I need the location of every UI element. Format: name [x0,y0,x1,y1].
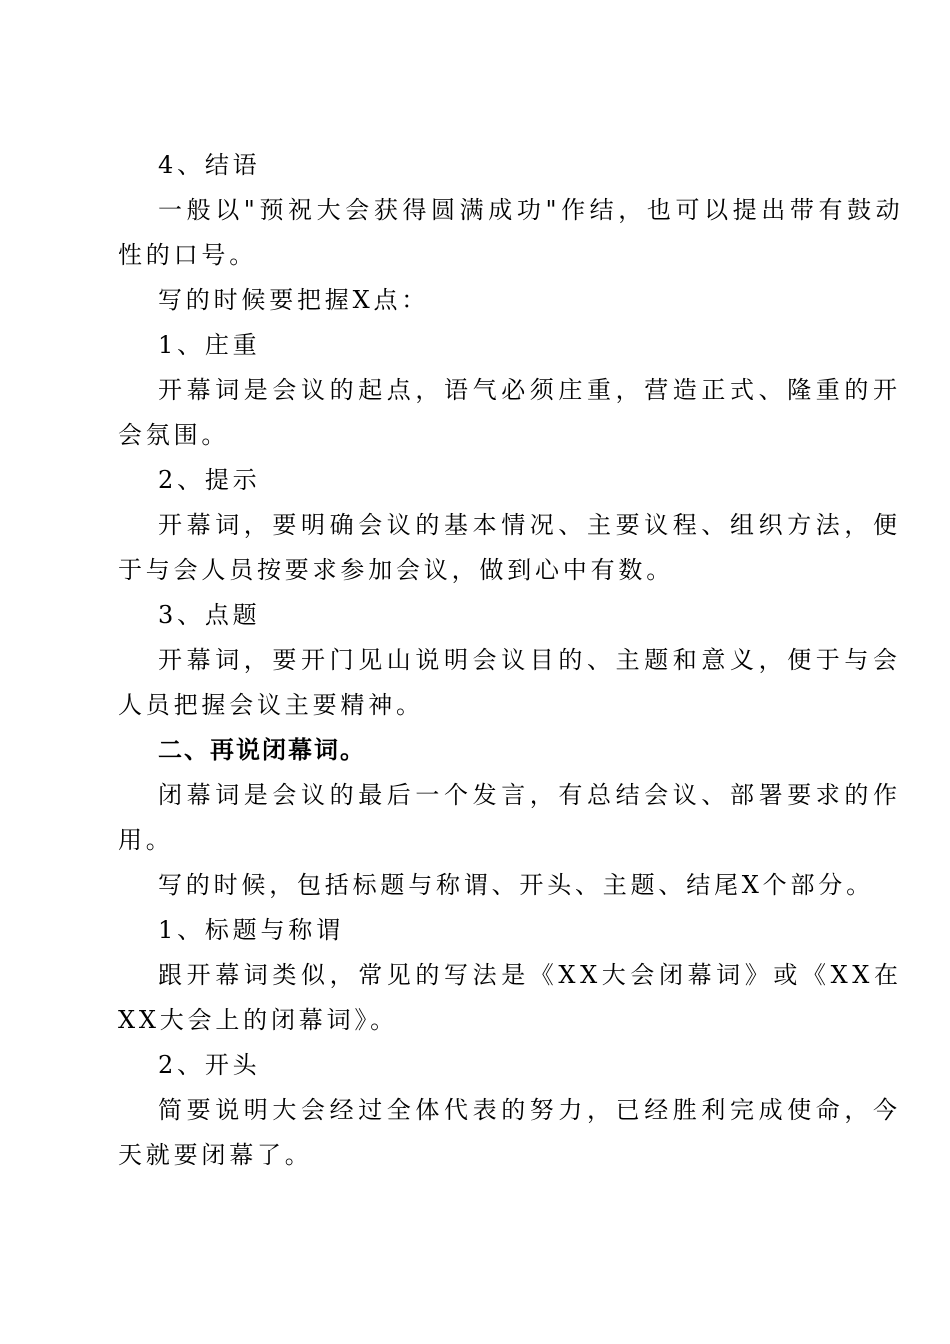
paragraph-line: 一般以"预祝大会获得圆满成功"作结，也可以提出带有鼓动 [158,196,905,224]
subheading-title-salutation: 1、标题与称谓 [158,916,344,944]
paragraph-line: 人员把握会议主要精神。 [118,691,424,719]
paragraph-line: 开幕词，要明确会议的基本情况、主要议程、组织方法，便 [158,511,902,539]
paragraph-line: 于与会人员按要求参加会议，做到心中有数。 [118,556,674,584]
paragraph-line: 用。 [118,826,174,854]
subheading-conclusion: 4、结语 [158,151,261,179]
subheading-theme: 3、点题 [158,601,261,629]
paragraph-line: 写的时候，包括标题与称谓、开头、主题、结尾X个部分。 [158,871,874,899]
paragraph-line: 开幕词，要开门见山说明会议目的、主题和意义，便于与会 [158,646,902,674]
document-body [118,143,905,1178]
paragraph-line: 性的口号。 [118,241,257,269]
paragraph-line: 会氛围。 [118,421,230,449]
subheading-opening: 2、开头 [158,1051,261,1079]
paragraph-line: 跟开幕词类似，常见的写法是《XX大会闭幕词》或《XX在 [158,961,903,989]
paragraph-line: 写的时候要把握X点： [158,286,430,314]
subheading-solemn: 1、庄重 [158,331,261,359]
subheading-prompt: 2、提示 [158,466,261,494]
paragraph-line: 闭幕词是会议的最后一个发言，有总结会议、部署要求的作 [158,781,902,809]
section-heading-closing-speech: 二、再说闭幕词。 [158,736,366,764]
paragraph-line: 简要说明大会经过全体代表的努力，已经胜利完成使命，今 [158,1096,902,1124]
paragraph-line: XX大会上的闭幕词》。 [118,1006,398,1034]
paragraph-line: 开幕词是会议的起点，语气必须庄重，营造正式、隆重的开 [158,376,902,404]
paragraph-line: 天就要闭幕了。 [118,1141,313,1169]
